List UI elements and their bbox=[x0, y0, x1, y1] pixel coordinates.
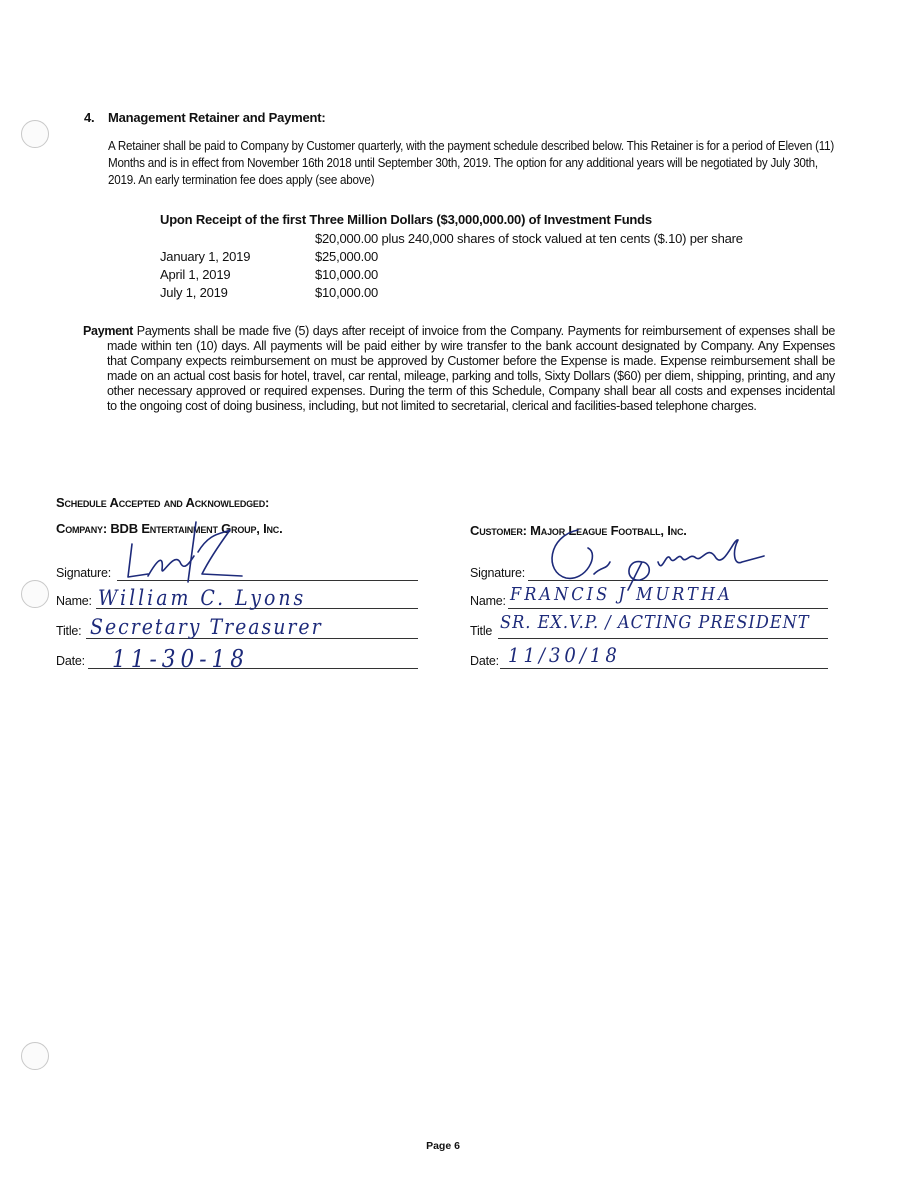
retainer-paragraph: A Retainer shall be paid to Company by Customer quarterly, with the payment schedule described below. This Retainer is for a period of Eleven (11) Months and is in effect from November 16th 2018 until September 30th, 2019. The option for any additional years will be negotiated by July 30th, 2019. An early termination fee does apply (see above) bbox=[108, 139, 834, 187]
binder-hole-top bbox=[21, 120, 49, 148]
company-date-handwritten: 11-30-18 bbox=[112, 645, 249, 673]
company-date-label: Date: bbox=[56, 654, 85, 668]
schedule-date: April 1, 2019 bbox=[160, 267, 231, 282]
payment-text: Payments shall be made five (5) days after receipt of invoice from the Company. Payments for reimbursement of expenses shall be made within ten (10) days. All payments will be paid either by wire transfer to the bank account designated by Company. Any Expenses that Company expects reimbursement on must be approved by Customer before the Expense is made. Expense reimbursement shall be made on an actual cost basis for hotel, travel, car rental, mileage, parking and tolls, Sixty Dollars ($60) per diem, shipping, printing, and any other necessary approved or required expenses. During the term of this Schedule, Company shall bear all costs and expenses incidental to the ongoing cost of doing business, including, but not limited to secretarial, clerical and facilities-based telephone charges. bbox=[107, 324, 835, 413]
customer-title-handwritten: SR. EX.V.P. / ACTING PRESIDENT bbox=[500, 612, 810, 633]
binder-hole-bottom bbox=[21, 1042, 49, 1070]
payment-block bbox=[83, 324, 835, 414]
company-signature-label: Signature: bbox=[56, 566, 111, 580]
customer-title-label: Title bbox=[470, 624, 493, 638]
customer-name-line bbox=[508, 608, 828, 609]
acceptance-heading: Schedule Accepted and Acknowledged: bbox=[56, 495, 270, 510]
company-title-label: Title: bbox=[56, 624, 82, 638]
section-number: 4. bbox=[84, 110, 95, 125]
company-name-label: Name: bbox=[56, 594, 92, 608]
section-heading: Management Retainer and Payment: bbox=[108, 110, 326, 125]
customer-date-label: Date: bbox=[470, 654, 499, 668]
customer-signature-label: Signature: bbox=[470, 566, 525, 580]
schedule-amount: $10,000.00 bbox=[315, 267, 379, 282]
customer-date-handwritten: 11/30/18 bbox=[508, 643, 621, 667]
customer-name-handwritten: FRANCIS J MURTHA bbox=[510, 584, 733, 605]
customer-title-line bbox=[498, 638, 828, 639]
payment-label: Payment bbox=[83, 324, 134, 338]
schedule-amount: $25,000.00 bbox=[315, 249, 379, 264]
page-number: Page 6 bbox=[426, 1140, 460, 1152]
schedule-amount: $10,000.00 bbox=[315, 285, 379, 300]
customer-date-line bbox=[500, 668, 828, 669]
company-title-handwritten: Secretary Treasurer bbox=[90, 615, 323, 639]
company-title: Company: BDB Entertainment Group, Inc. bbox=[56, 521, 283, 536]
company-signature bbox=[118, 522, 258, 589]
schedule-heading: Upon Receipt of the first Three Million Dollars ($3,000,000.00) of Investment Funds bbox=[160, 212, 652, 227]
schedule-date: January 1, 2019 bbox=[160, 249, 251, 264]
customer-title: Customer: Major League Football, Inc. bbox=[470, 523, 687, 538]
schedule-first-payment: $20,000.00 plus 240,000 shares of stock valued at ten cents ($.10) per share bbox=[315, 231, 743, 246]
binder-hole-middle bbox=[21, 580, 49, 608]
customer-name-label: Name: bbox=[470, 594, 506, 608]
schedule-date: July 1, 2019 bbox=[160, 285, 228, 300]
company-name-handwritten: William C. Lyons bbox=[98, 586, 307, 610]
